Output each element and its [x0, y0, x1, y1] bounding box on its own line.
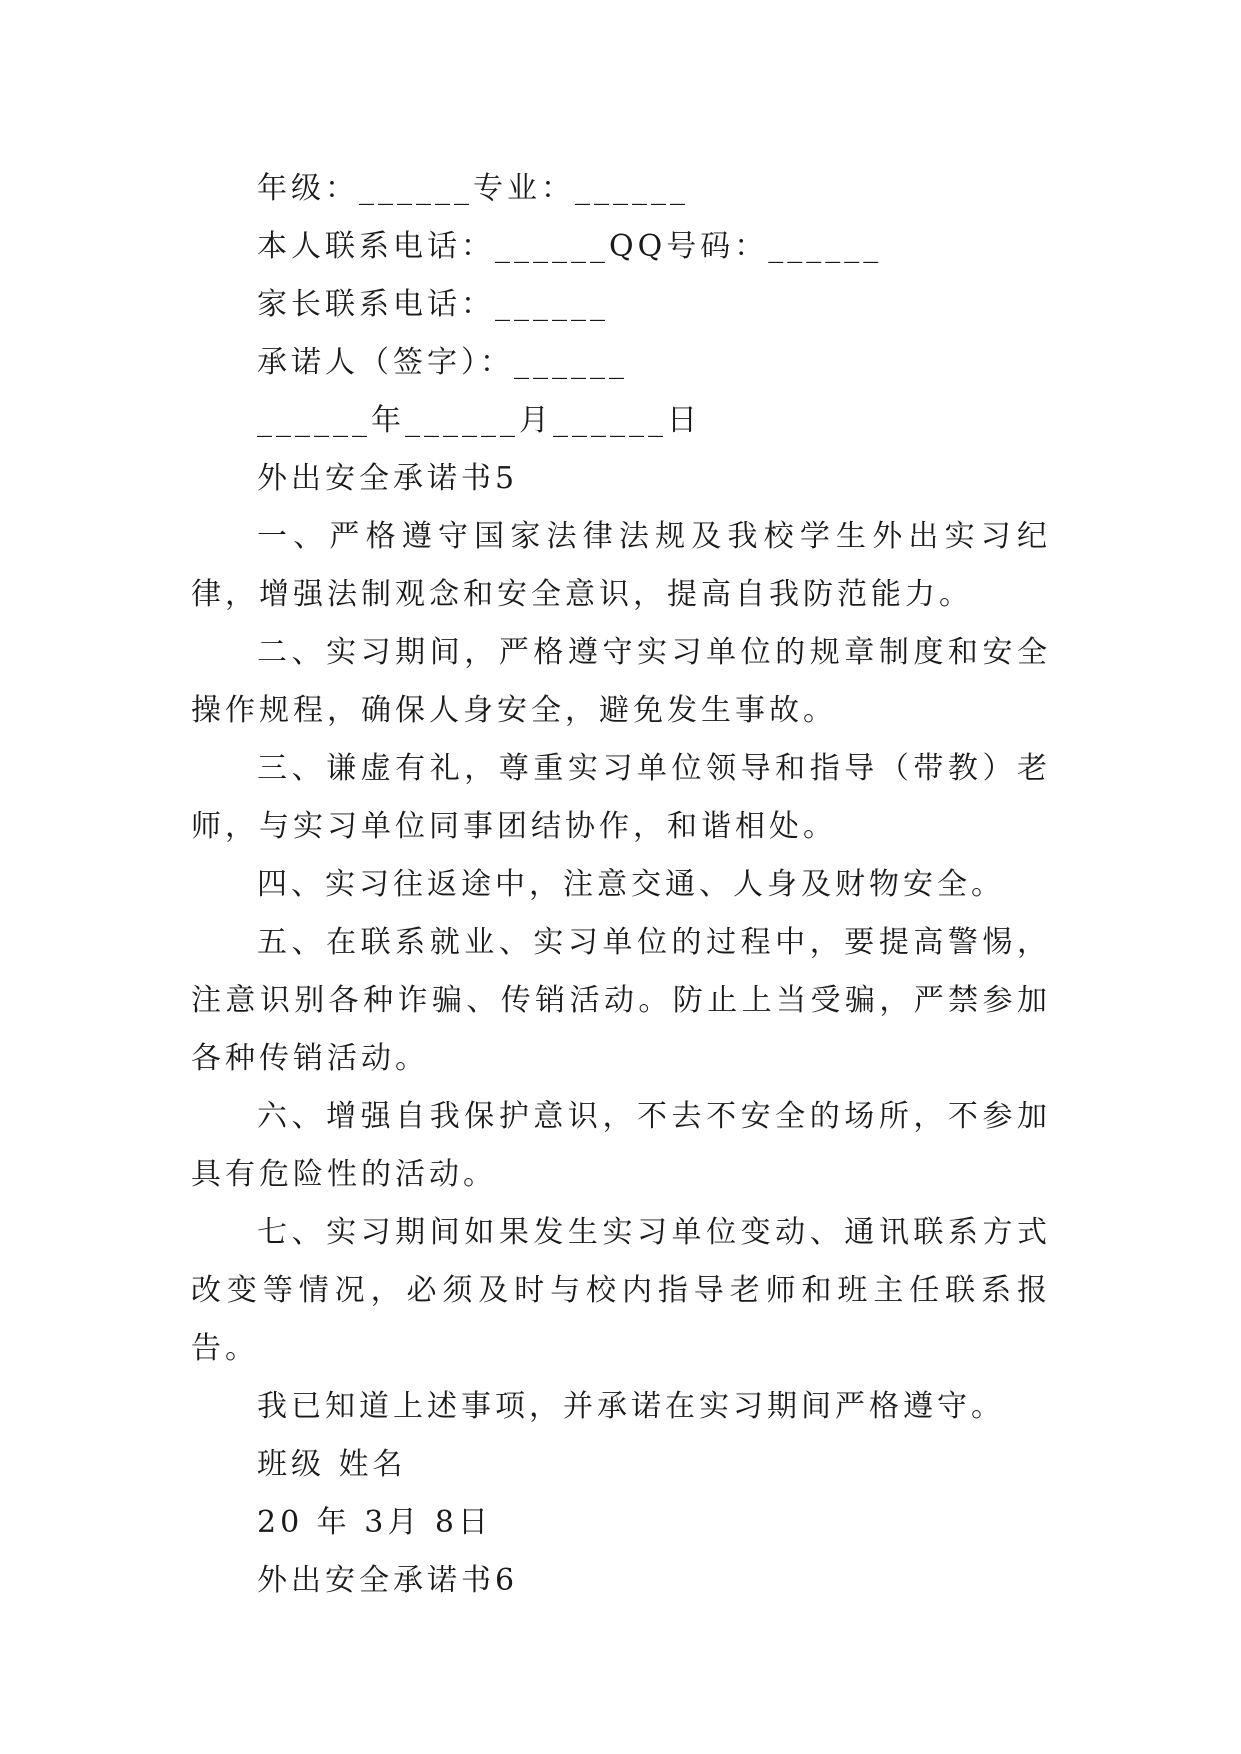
date-line: 20 年 3月 8日 — [257, 1505, 492, 1540]
grade-major-line: 年级：______专业：______ — [257, 171, 689, 206]
list-item: 二、实习期间，严格遵守实习单位的规章制度和安全操作规程，确保人身安全，避免发生事故。 — [191, 635, 1051, 728]
document-body — [191, 160, 1051, 1610]
phone-qq-line: 本人联系电话：______QQ号码：______ — [257, 229, 883, 264]
list-item: 三、谦虚有礼，尊重实习单位领导和指导（带教）老师，与实习单位同事团结协作，和谐相处。 — [191, 751, 1051, 844]
acknowledgement: 我已知道上述事项，并承诺在实习期间严格遵守。 — [257, 1389, 1005, 1424]
signature-line: 承诺人（签字）：______ — [257, 345, 628, 380]
list-item: 七、实习期间如果发生实习单位变动、通讯联系方式改变等情况，必须及时与校内指导老师和班主任联系报告。 — [191, 1215, 1051, 1366]
list-item: 六、增强自我保护意识，不去不安全的场所，不参加具有危险性的活动。 — [191, 1099, 1051, 1192]
class-name-line: 班级 姓名 — [257, 1447, 407, 1482]
section-title: 外出安全承诺书6 — [257, 1563, 519, 1598]
list-item: 一、严格遵守国家法律法规及我校学生外出实习纪律，增强法制观念和安全意识，提高自我防范能力。 — [191, 519, 1051, 612]
date-blank-line: ______年______月______日 — [257, 403, 701, 438]
section-title: 外出安全承诺书5 — [257, 461, 519, 496]
list-item: 五、在联系就业、实习单位的过程中，要提高警惕，注意识别各种诈骗、传销活动。防止上当受骗，严禁参加各种传销活动。 — [191, 925, 1051, 1076]
list-item: 四、实习往返途中，注意交通、人身及财物安全。 — [257, 867, 1005, 902]
parent-phone-line: 家长联系电话：______ — [257, 287, 609, 322]
